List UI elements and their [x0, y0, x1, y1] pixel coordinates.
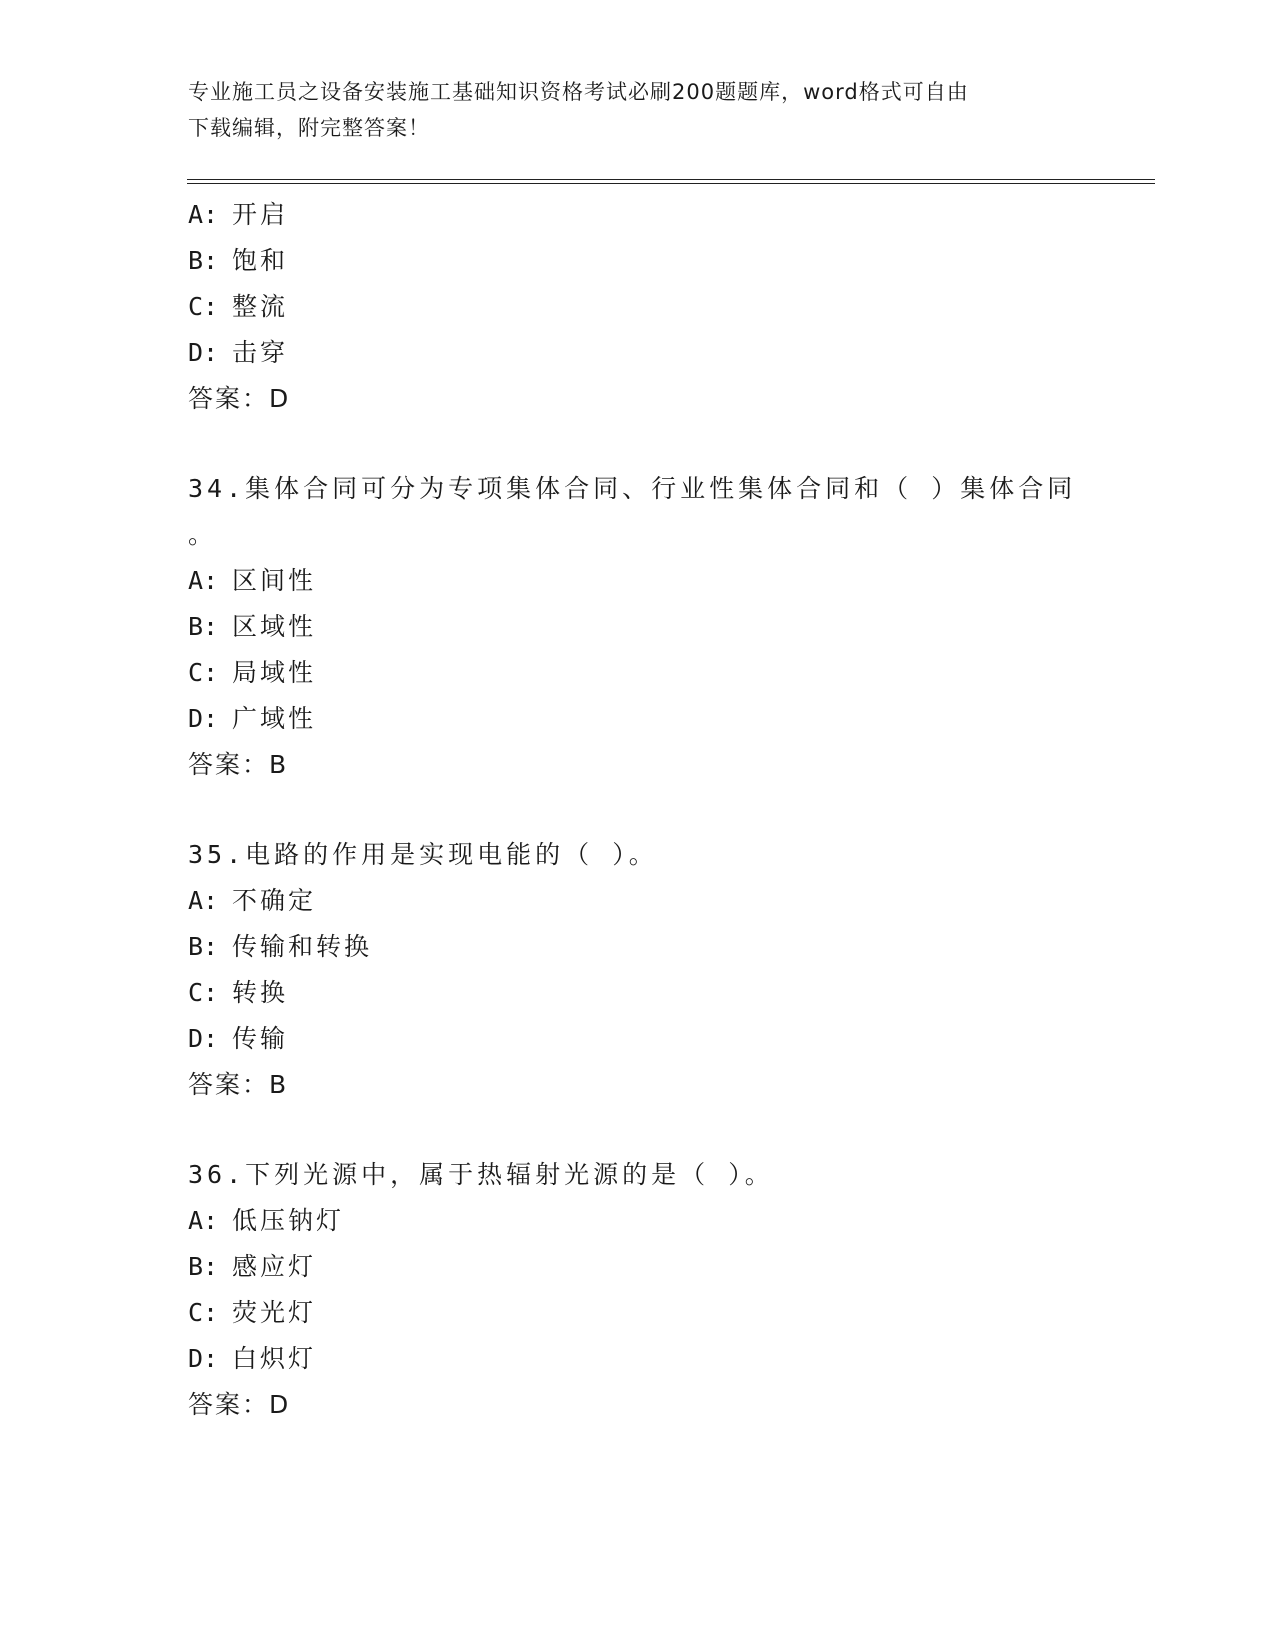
answer-34: 答案：B	[188, 750, 289, 779]
option-c: C: 转换	[188, 978, 289, 1007]
question-33-block	[188, 192, 1088, 422]
option-d: D: 传输	[188, 1024, 289, 1053]
header-divider-top	[187, 179, 1155, 180]
option-c: C: 荧光灯	[188, 1298, 317, 1327]
answer-36: 答案：D	[188, 1390, 291, 1419]
question-36-text: 36.下列光源中，属于热辐射光源的是（ ）。	[188, 1160, 774, 1189]
document-header	[188, 74, 1068, 146]
header-divider-bottom	[187, 183, 1155, 184]
question-34-text-cont: 。	[188, 520, 218, 549]
option-c: C: 整流	[188, 292, 289, 321]
option-a: A: 区间性	[188, 566, 317, 595]
question-35-block	[188, 832, 1088, 1108]
option-d: D: 白炽灯	[188, 1344, 317, 1373]
question-34-text: 34.集体合同可分为专项集体合同、行业性集体合同和（ ）集体合同	[188, 474, 1077, 503]
answer-35: 答案：B	[188, 1070, 289, 1099]
option-d: D: 广域性	[188, 704, 317, 733]
option-a: A: 低压钠灯	[188, 1206, 345, 1235]
question-34-block	[188, 466, 1088, 788]
option-b: B: 区域性	[188, 612, 317, 641]
header-line-1: 专业施工员之设备安装施工基础知识资格考试必刷200题题库，word格式可自由	[188, 80, 969, 104]
option-a: A: 不确定	[188, 886, 317, 915]
header-line-2: 下载编辑，附完整答案！	[188, 116, 430, 140]
question-35-text: 35.电路的作用是实现电能的（ ）。	[188, 840, 658, 869]
question-36-block	[188, 1152, 1088, 1428]
option-d: D: 击穿	[188, 338, 289, 367]
answer-33: 答案：D	[188, 384, 291, 413]
option-c: C: 局域性	[188, 658, 317, 687]
question-list	[188, 192, 1088, 1428]
option-a: A: 开启	[188, 200, 289, 229]
option-b: B: 感应灯	[188, 1252, 317, 1281]
option-b: B: 饱和	[188, 246, 289, 275]
option-b: B: 传输和转换	[188, 932, 373, 961]
